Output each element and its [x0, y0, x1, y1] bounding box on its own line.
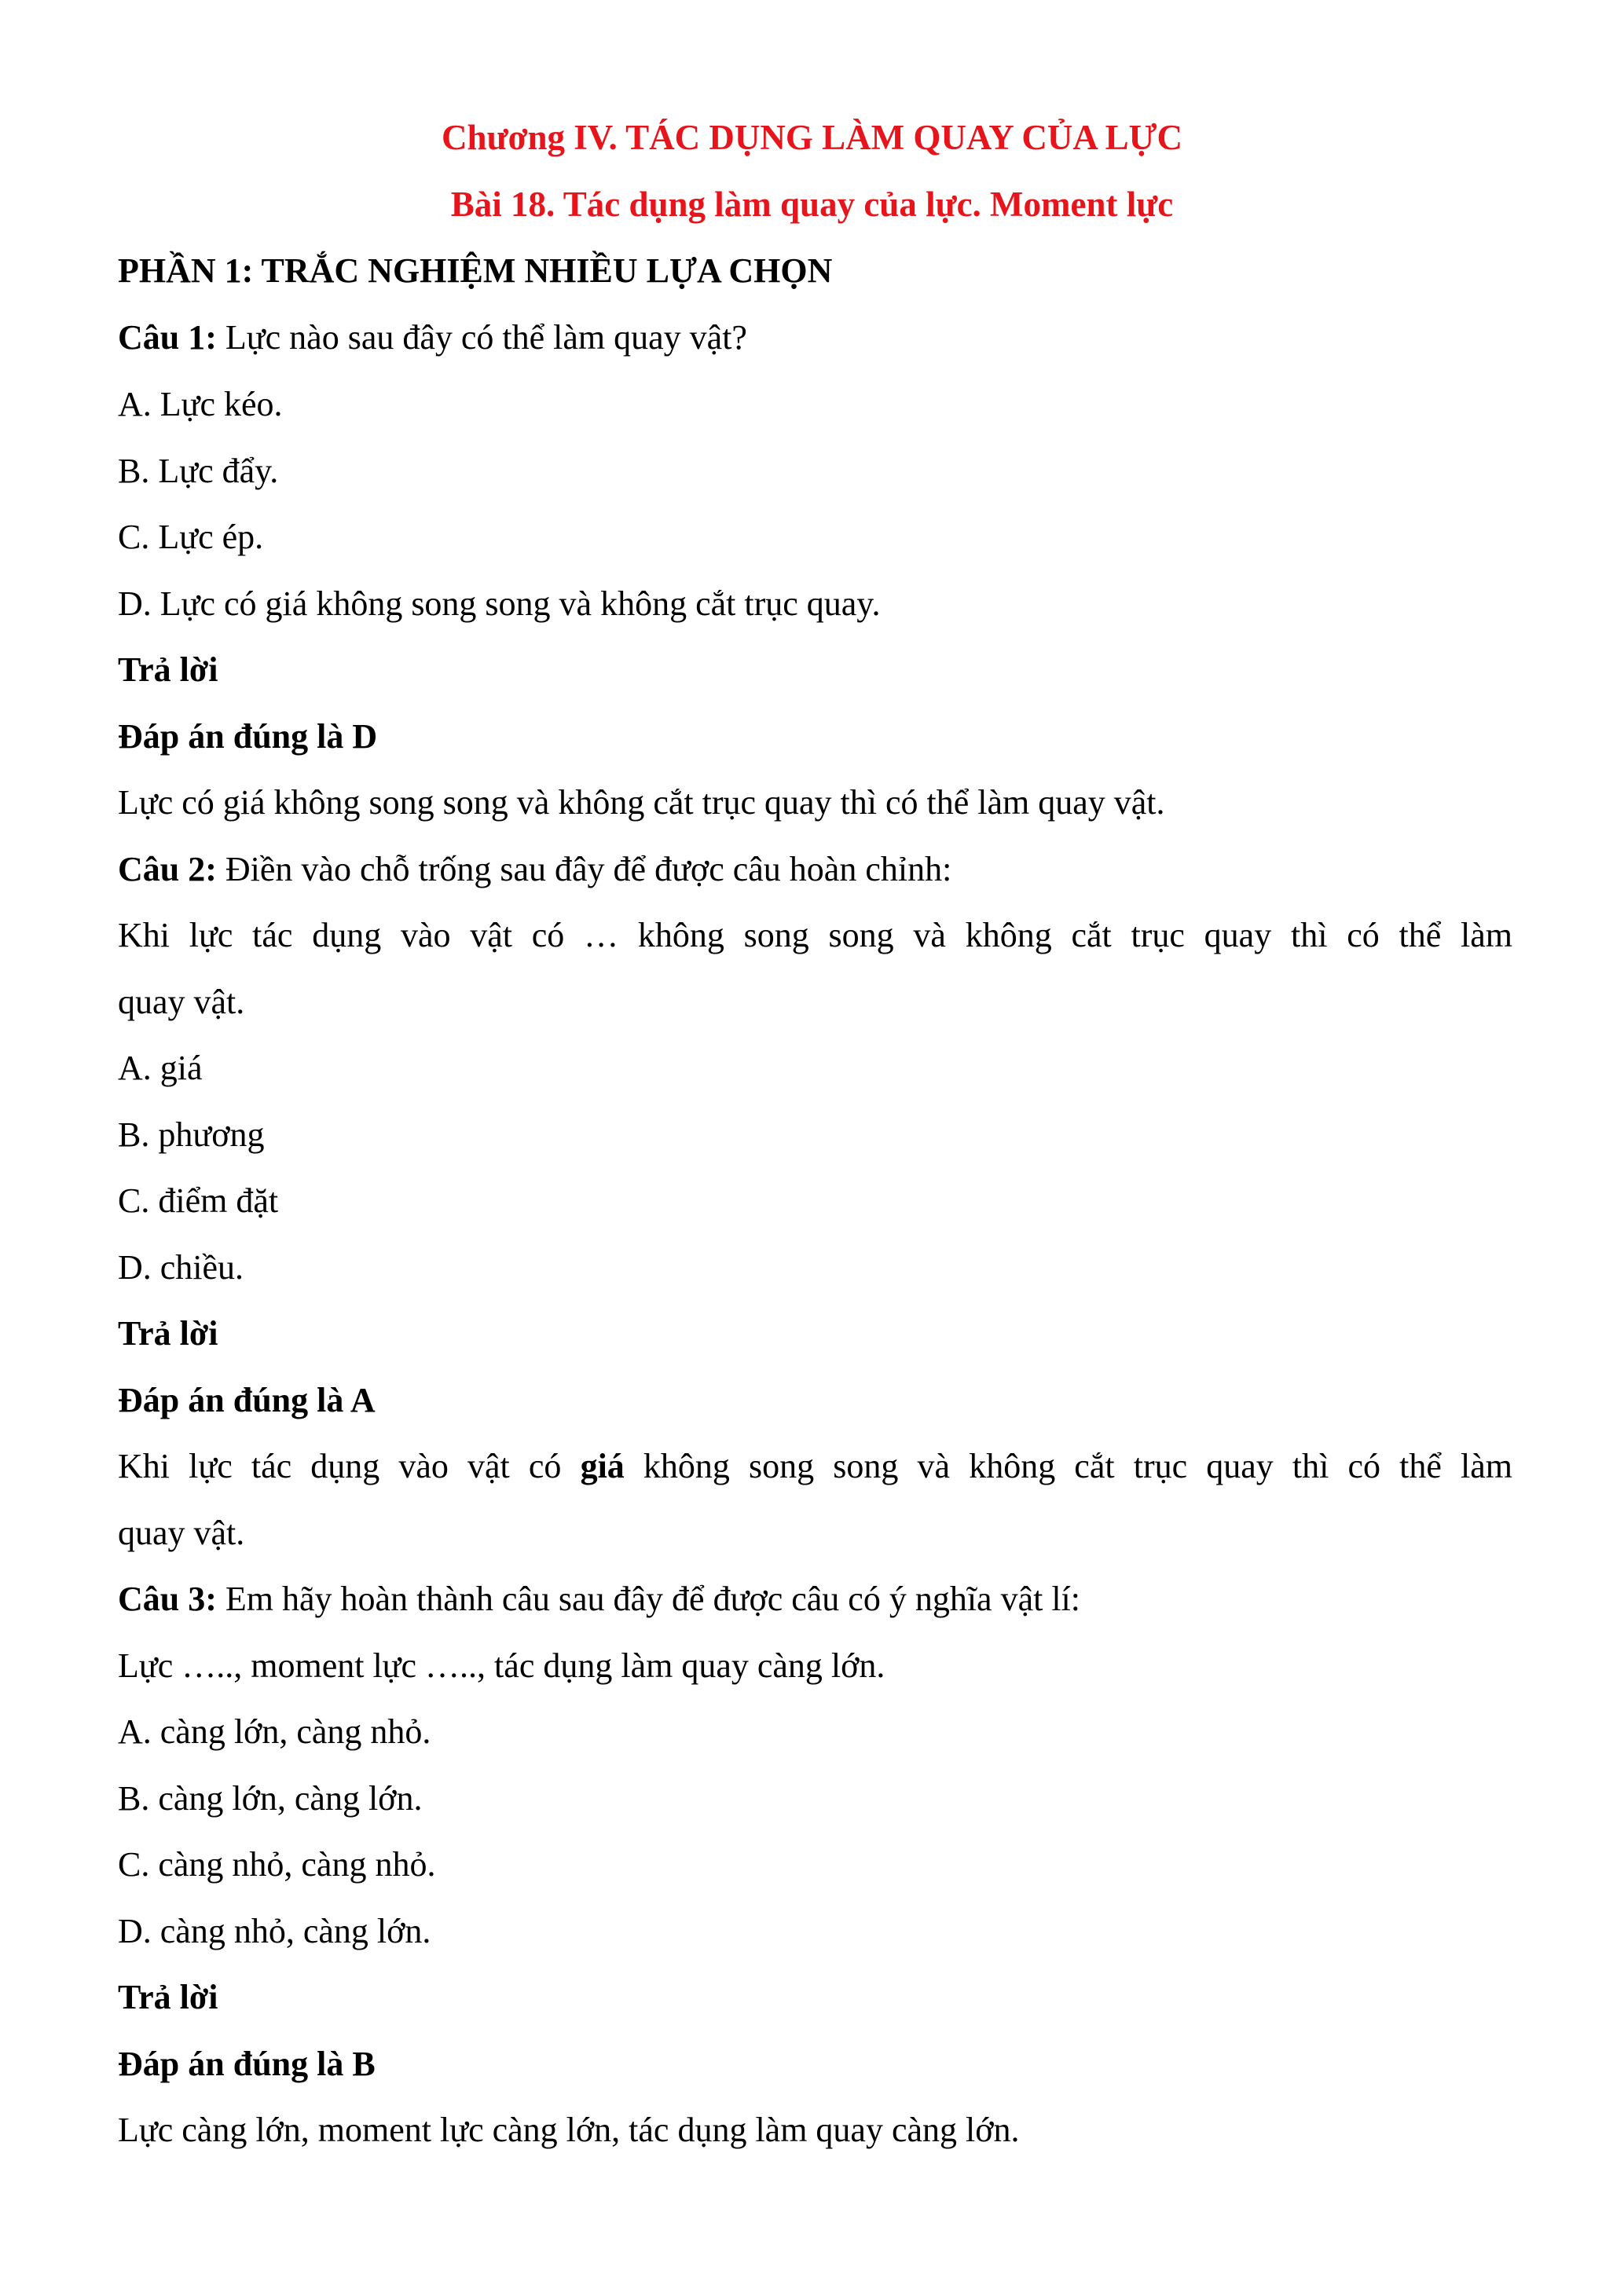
question-3-answer: Đáp án đúng là B [118, 2045, 376, 2083]
question-1-option-d: D. Lực có giá không song song và không cắt trục quay. [118, 584, 881, 623]
question-2 [118, 846, 1512, 893]
question-3-option-b: B. càng lớn, càng lớn. [118, 1779, 423, 1818]
question-3-text: Em hãy hoàn thành câu sau đây để được câu có ý nghĩa vật lí: [216, 1580, 1081, 1618]
question-2-prompt-line-1: Khi lực tác dụng vào vật có … không song song và không cắt trục quay thì có thể làm [118, 916, 1512, 954]
question-1-answer: Đáp án đúng là D [118, 717, 378, 756]
question-1-option-c: C. Lực ép. [118, 518, 264, 556]
question-2-label: Câu 2: [118, 850, 217, 888]
question-1-option-b: B. Lực đẩy. [118, 452, 279, 490]
question-1 [118, 314, 1512, 361]
question-2-explanation-after: không song song và không cắt trục quay thì có thể làm [624, 1447, 1512, 1485]
question-3-label: Câu 3: [118, 1580, 217, 1618]
question-3-prompt-line-1: Lực ….., moment lực ….., tác dụng làm quay càng lớn. [118, 1646, 885, 1685]
question-1-explanation: Lực có giá không song song và không cắt trục quay thì có thể làm quay vật. [118, 783, 1165, 822]
question-2-option-a: A. giá [118, 1049, 203, 1087]
question-3-answer-heading: Trả lời [118, 1978, 218, 2016]
question-2-text: Điền vào chỗ trống sau đây để được câu hoàn chỉnh: [216, 850, 952, 888]
chapter-title: Chương IV. TÁC DỤNG LÀM QUAY CỦA LỰC [442, 118, 1182, 157]
question-1-text: Lực nào sau đây có thể làm quay vật? [216, 318, 747, 357]
lesson-title: Bài 18. Tác dụng làm quay của lực. Moment lực [450, 185, 1174, 224]
question-2-explanation-before: Khi lực tác dụng vào vật có [118, 1447, 581, 1485]
question-2-explanation-line-1 [118, 1443, 1512, 1490]
question-3 [118, 1576, 1512, 1623]
question-1-option-a: A. Lực kéo. [118, 385, 283, 423]
question-2-option-b: B. phương [118, 1115, 265, 1154]
section-title: PHẦN 1: TRẮC NGHIỆM NHIỀU LỰA CHỌN [118, 251, 833, 290]
question-1-answer-heading: Trả lời [118, 650, 218, 689]
question-3-option-c: C. càng nhỏ, càng nhỏ. [118, 1845, 436, 1884]
question-3-option-a: A. càng lớn, càng nhỏ. [118, 1712, 431, 1751]
question-2-explanation-line-2: quay vật. [118, 1514, 245, 1552]
question-1-label: Câu 1: [118, 318, 217, 357]
question-2-answer-heading: Trả lời [118, 1314, 218, 1353]
question-3-option-d: D. càng nhỏ, càng lớn. [118, 1912, 431, 1950]
question-2-option-c: C. điểm đặt [118, 1181, 279, 1220]
question-2-option-d: D. chiều. [118, 1248, 244, 1287]
question-2-answer: Đáp án đúng là A [118, 1381, 376, 1419]
question-2-explanation-bold: giá [580, 1447, 625, 1485]
question-3-explanation: Lực càng lớn, moment lực càng lớn, tác dụng làm quay càng lớn. [118, 2111, 1020, 2149]
question-2-prompt-line-2: quay vật. [118, 983, 245, 1021]
